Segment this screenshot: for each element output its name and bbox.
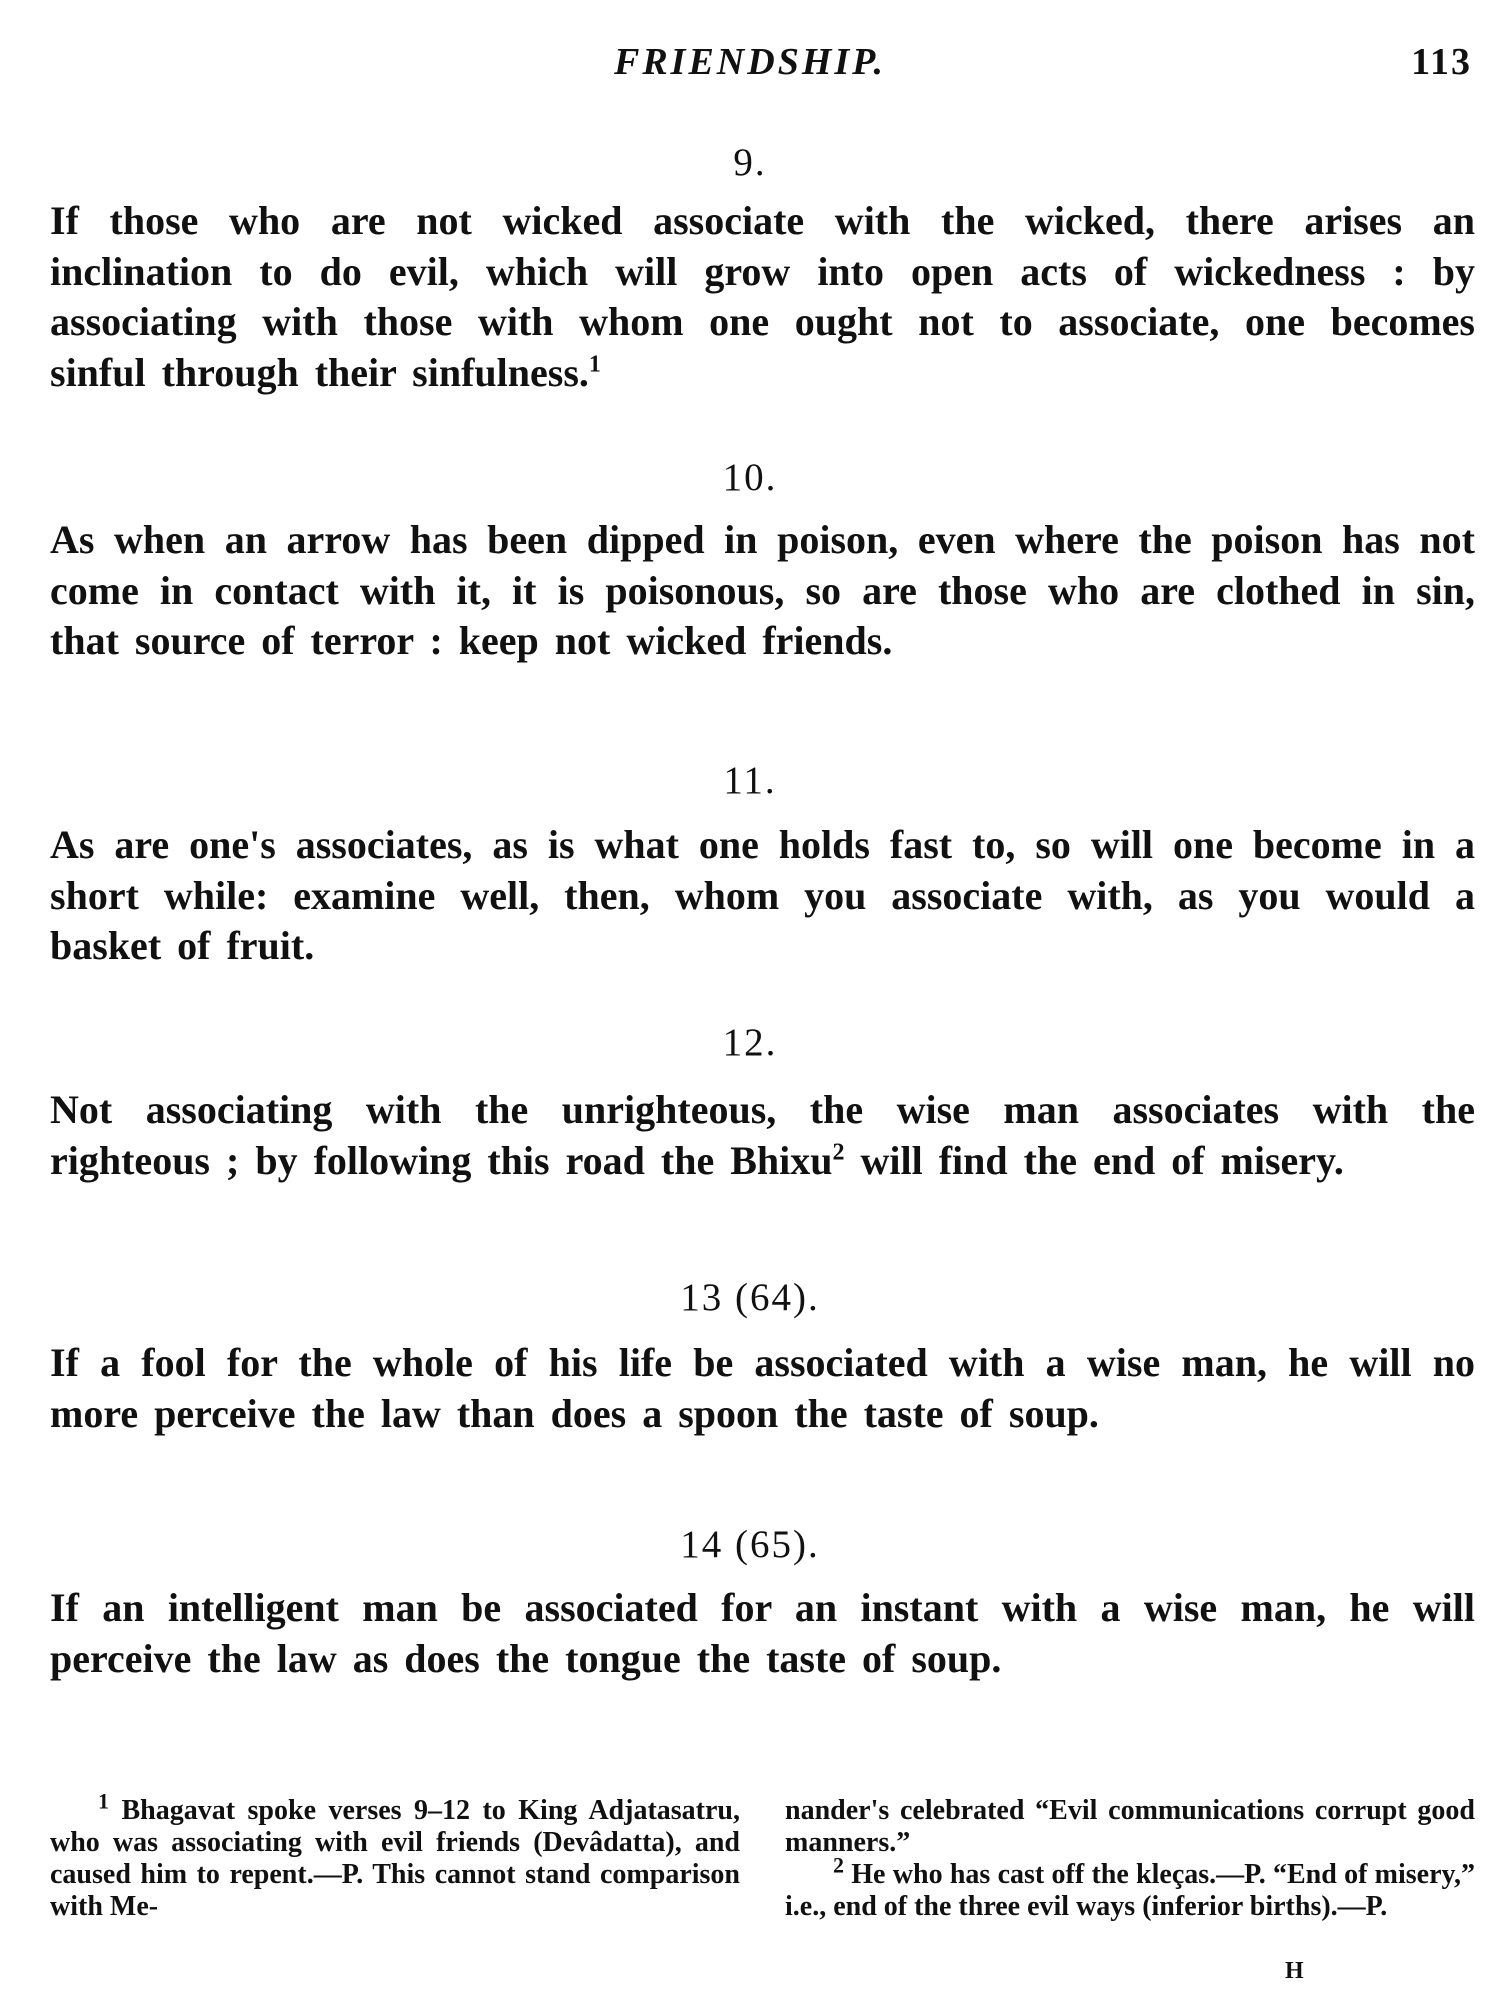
footnote-ref-2: 2	[832, 1139, 845, 1166]
footnote-1-mark: 1	[98, 1788, 109, 1814]
verse-12-text	[50, 1085, 1475, 1186]
footnote-2-mark: 2	[833, 1852, 844, 1878]
verse-11-text: As are one's associates, as is what one holds fast to, so will one become in a short while: examine well, then, whom you associate with, as you would a basket of fruit.	[50, 822, 1475, 968]
footnote-1	[50, 1788, 740, 1923]
footnote-column-left	[50, 1788, 740, 1923]
verse-12-body-start: Not associating with the unrighteous, the wise man associates with the righteous ; by following this road the Bhixu	[50, 1087, 1475, 1183]
verse-9-text	[50, 196, 1475, 398]
footnote-ref-1: 1	[588, 351, 601, 378]
footnote-2	[785, 1852, 1475, 1923]
verse-number-11: 11.	[723, 759, 777, 802]
verse-14-text: If an intelligent man be associated for an instant with a wise man, he will perceive the law as does the tongue the taste of soup.	[50, 1585, 1475, 1681]
signature-mark: H	[1285, 1958, 1306, 1984]
verse-13-text: If a fool for the whole of his life be associated with a wise man, he will no more perceive the law than does a spoon the taste of soup.	[50, 1340, 1475, 1436]
verse-number-12: 12.	[722, 1021, 778, 1064]
footnote-column-right	[785, 1795, 1475, 1923]
footnote-1-text: Bhagavat spoke verses 9–12 to King Adjatasatru, who was associating with evil friends (Devâdatta), and caused him to repent.—P. This cannot stand comparison with Me-	[50, 1795, 740, 1922]
verse-12-body-end: will find the end of misery.	[844, 1137, 1344, 1183]
verse-9-body: If those who are not wicked associate with the wicked, there arises an inclination to do evil, which will grow into open acts of wickedness : by associating with those with whom one ought not to associate, one becomes sinful through their sinfulness.	[50, 198, 1475, 395]
verse-number-14: 14 (65).	[680, 1523, 820, 1566]
verse-number-9: 9.	[733, 141, 767, 184]
verse-10-text: As when an arrow has been dipped in poison, even where the poison has not come in contact with it, it is poisonous, so are those who are clothed in sin, that source of terror : keep not wicked friends.	[50, 517, 1475, 663]
verse-number-13: 13 (64).	[680, 1276, 820, 1319]
footnote-1-continued: nander's celebrated “Evil communications corrupt good manners.”	[785, 1795, 1475, 1858]
footnote-2-text: He who has cast off the kleças.—P. “End of misery,” i.e., end of the three evil ways (inferior births).—P.	[785, 1859, 1475, 1922]
running-title: FRIENDSHIP.	[613, 41, 886, 83]
page-number: 113	[1411, 41, 1472, 83]
verse-number-10: 10.	[722, 456, 778, 499]
